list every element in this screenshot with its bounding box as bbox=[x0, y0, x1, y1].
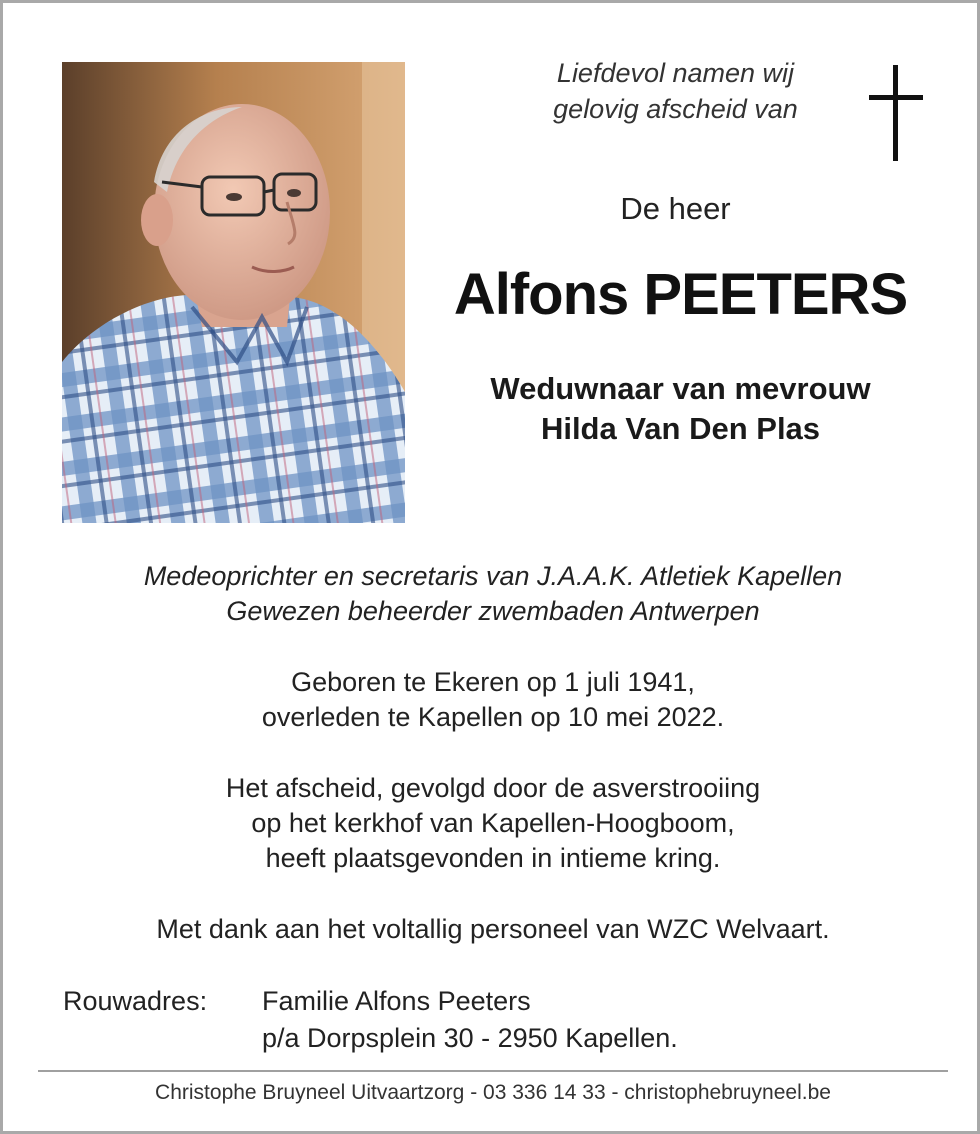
intro-text bbox=[443, 55, 908, 127]
cross-icon bbox=[867, 65, 925, 163]
widow-line-2: Hilda Van Den Plas bbox=[540, 411, 821, 446]
address-line-2: p/a Dorpsplein 30 - 2950 Kapellen. bbox=[262, 1023, 678, 1053]
life-dates bbox=[43, 665, 943, 735]
intro-line-1: Liefdevol namen wij bbox=[556, 58, 795, 88]
farewell-text bbox=[43, 771, 943, 876]
roles bbox=[43, 559, 943, 629]
roles-line-2: Gewezen beheerder zwembaden Antwerpen bbox=[226, 596, 760, 626]
roles-line-1: Medeoprichter en secretaris van J.A.A.K. Atletiek Kapellen bbox=[143, 561, 843, 591]
portrait-photo bbox=[62, 62, 405, 523]
widow-of bbox=[433, 369, 928, 449]
intro-line-2: gelovig afscheid van bbox=[553, 94, 798, 124]
thanks-text bbox=[43, 912, 943, 947]
honorific: De heer bbox=[620, 191, 731, 226]
farewell-line-3: heeft plaatsgevonden in intieme kring. bbox=[265, 843, 721, 873]
birth-line: Geboren te Ekeren op 1 juli 1941, bbox=[291, 667, 695, 697]
footer-divider bbox=[38, 1070, 948, 1072]
farewell-line-1: Het afscheid, gevolgd door de asverstrooiing bbox=[225, 773, 761, 803]
farewell-line-2: op het kerkhof van Kapellen-Hoogboom, bbox=[251, 808, 735, 838]
widow-line-1: Weduwnaar van mevrouw bbox=[490, 371, 871, 406]
deceased-name: Alfons PEETERS bbox=[453, 262, 908, 327]
death-line: overleden te Kapellen op 10 mei 2022. bbox=[261, 702, 725, 732]
thanks-line: Met dank aan het voltallig personeel van WZC Welvaart. bbox=[156, 914, 830, 944]
address-label: Rouwadres: bbox=[63, 986, 208, 1016]
address-line-1: Familie Alfons Peeters bbox=[262, 986, 531, 1016]
funeral-home-footer: Christophe Bruyneel Uitvaartzorg - 03 336 14 33 - christophebruyneel.be bbox=[155, 1081, 831, 1104]
